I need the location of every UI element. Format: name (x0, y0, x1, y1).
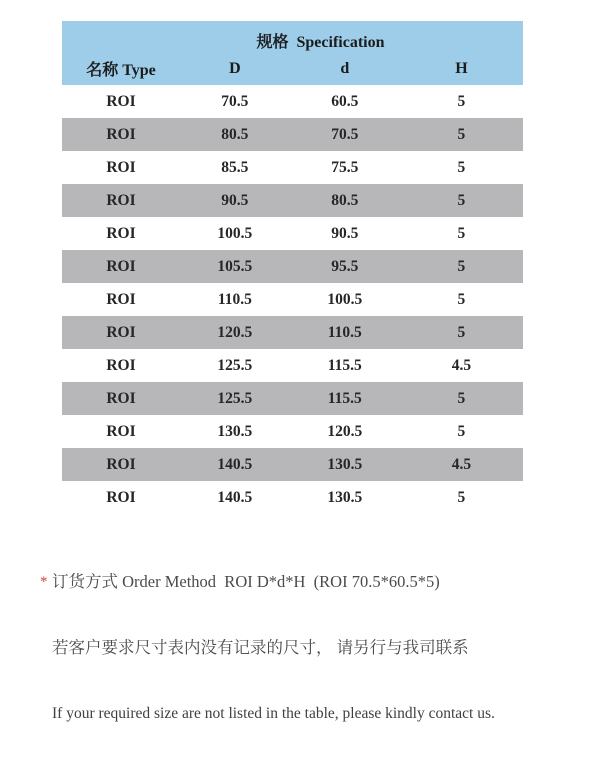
cell-d-inner: 120.5 (327, 422, 363, 440)
table-row (62, 283, 523, 316)
table-header (62, 21, 523, 85)
cell-type: ROI (106, 488, 136, 506)
cell-type: ROI (106, 224, 136, 242)
column-header-h: H (455, 59, 468, 77)
cell-d-outer: 125.5 (217, 389, 253, 407)
cell-h: 5 (457, 290, 466, 308)
cell-type: ROI (106, 191, 136, 209)
cell-type: ROI (106, 422, 136, 440)
cell-h: 4.5 (451, 356, 472, 374)
cell-type: ROI (106, 92, 136, 110)
cell-d-outer: 120.5 (217, 323, 253, 341)
cell-h: 5 (457, 191, 466, 209)
cell-d-inner: 115.5 (327, 389, 362, 407)
table-row (62, 85, 523, 118)
cell-h: 5 (457, 257, 466, 275)
cell-type: ROI (106, 257, 136, 275)
cell-type: ROI (106, 455, 136, 473)
cell-h: 5 (457, 125, 466, 143)
table-row (62, 118, 523, 151)
cell-h: 5 (457, 323, 466, 341)
cell-d-outer: 90.5 (221, 191, 249, 209)
cell-d-inner: 130.5 (327, 488, 363, 506)
cell-d-inner: 60.5 (331, 92, 359, 110)
table-row (62, 151, 523, 184)
note-line-english: If your required size are not listed in the table, please kindly contact us. (52, 705, 495, 722)
table-body (62, 85, 523, 514)
cell-d-outer: 70.5 (221, 92, 249, 110)
cell-type: ROI (106, 389, 136, 407)
cell-h: 5 (457, 488, 466, 506)
cell-d-outer: 85.5 (221, 158, 249, 176)
required-asterisk-icon: * (40, 574, 48, 590)
note-line-order-method (40, 571, 585, 593)
column-header-d-inner: d (340, 59, 350, 77)
table-row (62, 448, 523, 481)
cell-d-inner: 75.5 (331, 158, 359, 176)
cell-type: ROI (106, 125, 136, 143)
cell-d-outer: 125.5 (217, 356, 253, 374)
cell-d-inner: 80.5 (331, 191, 359, 209)
cell-h: 5 (457, 92, 466, 110)
cell-d-outer: 80.5 (221, 125, 249, 143)
cell-type: ROI (106, 356, 136, 374)
cell-d-outer: 100.5 (217, 224, 253, 242)
column-header-d-outer: D (229, 59, 241, 77)
table-row (62, 382, 523, 415)
cell-type: ROI (106, 158, 136, 176)
cell-d-inner: 100.5 (327, 290, 363, 308)
cell-d-outer: 140.5 (217, 488, 253, 506)
cell-h: 4.5 (451, 455, 472, 473)
table-row (62, 250, 523, 283)
table-row (62, 184, 523, 217)
table-row (62, 316, 523, 349)
note-line-chinese: 若客户要求尺寸表内没有记录的尺寸， 请另行与我司联系 (52, 638, 469, 657)
column-header-type: 名称 Type (86, 62, 156, 79)
cell-h: 5 (457, 389, 466, 407)
cell-d-outer: 130.5 (217, 422, 253, 440)
table-row (62, 217, 523, 250)
table-row (62, 415, 523, 448)
order-method-text: 订货方式 Order Method ROI D*d*H (ROI 70.5*60.5*5) (52, 572, 440, 591)
cell-d-inner: 110.5 (327, 323, 362, 341)
cell-h: 5 (457, 158, 466, 176)
cell-h: 5 (457, 422, 466, 440)
specification-table (62, 21, 523, 514)
cell-d-inner: 90.5 (331, 224, 359, 242)
cell-d-inner: 130.5 (327, 455, 363, 473)
cell-type: ROI (106, 323, 136, 341)
order-notes (40, 527, 585, 769)
cell-d-outer: 105.5 (217, 257, 253, 275)
table-row (62, 349, 523, 382)
table-row (62, 481, 523, 514)
cell-d-inner: 70.5 (331, 125, 359, 143)
cell-type: ROI (106, 290, 136, 308)
cell-d-outer: 140.5 (217, 455, 253, 473)
cell-d-inner: 115.5 (327, 356, 362, 374)
table-column-headers (62, 52, 523, 85)
cell-h: 5 (457, 224, 466, 242)
table-title: 规格 Specification (256, 34, 385, 51)
cell-d-outer: 110.5 (217, 290, 252, 308)
cell-d-inner: 95.5 (331, 257, 359, 275)
